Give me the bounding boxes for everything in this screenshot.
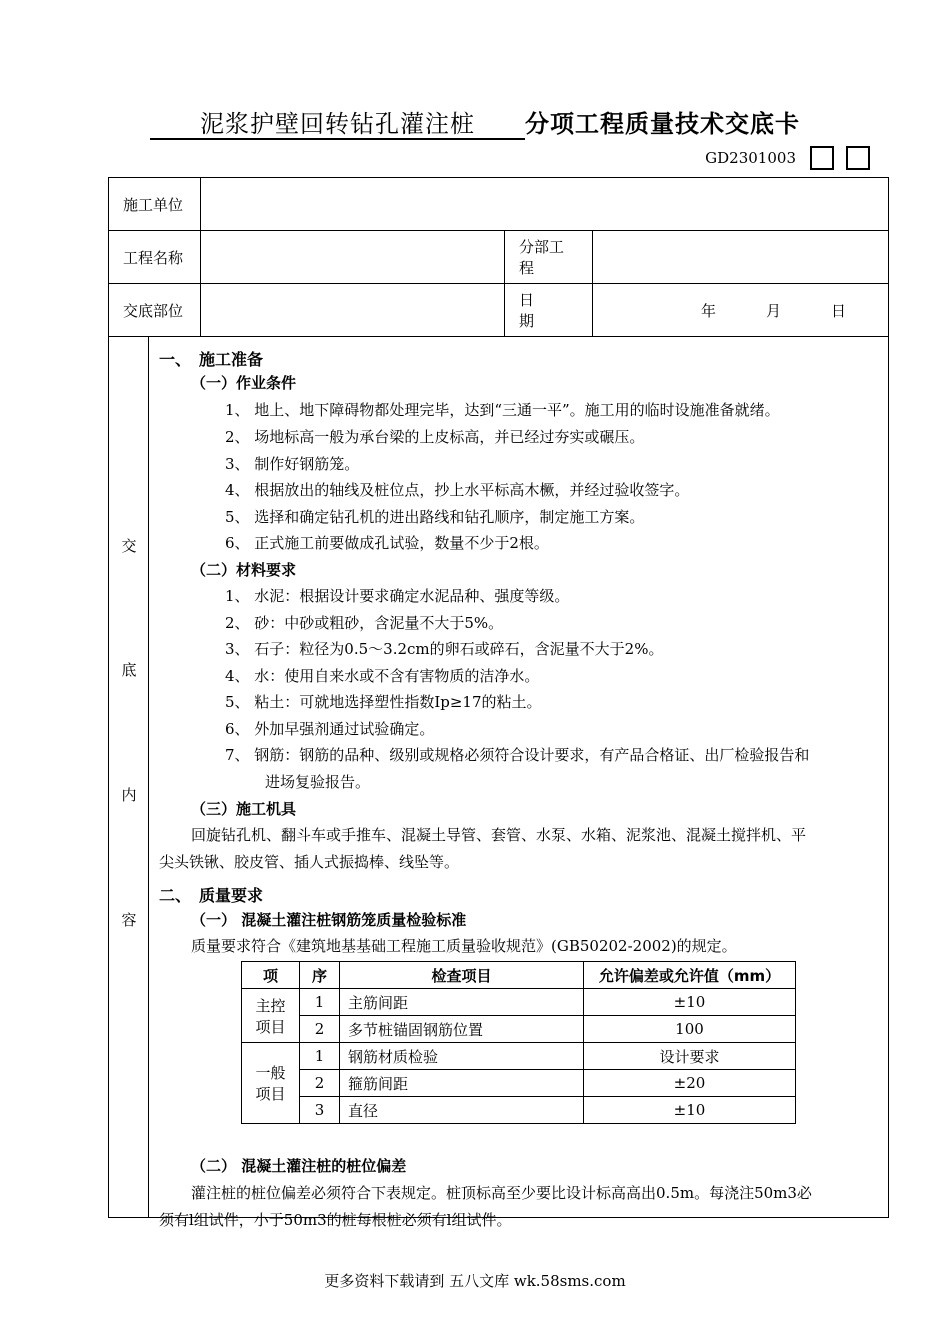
section-1-2-heading: （二）材料要求 (191, 561, 297, 579)
side-char: 交 (121, 537, 137, 555)
qc-value: ±20 (584, 1070, 796, 1097)
qc-header: 允许偏差或允许值（mm） (584, 962, 796, 989)
year-label: 年 (701, 301, 717, 320)
side-char: 内 (121, 786, 137, 804)
title-rest: 分项工程质量技术交底卡 (525, 110, 800, 138)
content-area (149, 337, 889, 1229)
project-name-label: 工程名称 (109, 231, 201, 284)
list-item: 4、 根据放出的轴线及桩位点，抄上水平标高木橛，并经过验收签字。 (225, 481, 690, 499)
footer-link[interactable]: 更多资料下载请到 五八文库 wk.58sms.com (324, 1272, 626, 1290)
tools-text: 回旋钻孔机、翻斗车或手推车、混凝土导管、套管、水泵、水箱、泥浆池、混凝土搅拌机、平 (191, 826, 807, 844)
date-field[interactable] (593, 284, 889, 337)
month-label: 月 (766, 301, 782, 320)
quality-check-table (241, 961, 796, 1124)
list-item-continued: 进场复验报告。 (265, 773, 371, 791)
section-1-1-heading: （一）作业条件 (191, 374, 297, 392)
sub-project-field[interactable] (593, 231, 889, 284)
section-2-2-text: 灌注桩的桩位偏差必须符合下表规定。桩顶标高至少要比设计标高高出0.5m。每浇注50m3必 (191, 1184, 812, 1202)
list-item: 1、 地上、地下障碍物都处理完毕，达到“三通一平”。施工用的临时设施准备就绪。 (225, 401, 780, 419)
section-2-heading: 二、 质量要求 (159, 886, 264, 905)
list-item: 5、 选择和确定钻孔机的进出路线和钻孔顺序，制定施工方案。 (225, 508, 645, 526)
page-title (0, 104, 950, 139)
qc-item: 直径 (340, 1097, 584, 1124)
qc-group-general: 一般 项目 (242, 1043, 300, 1124)
tools-text: 尖头铁锹、胶皮管、插人式振捣棒、线坠等。 (159, 853, 460, 871)
day-label: 日 (831, 301, 847, 320)
qc-header: 项 (242, 962, 300, 989)
doc-code-text: GD2301003 (705, 149, 796, 167)
list-item: 3、 石子：粒径为0.5～3.2cm的卵石或碎石，含泥量不大于2%。 (225, 640, 664, 658)
qc-value: ±10 (584, 1097, 796, 1124)
section-2-1-heading: （一） 混凝土灌注桩钢筋笼质量检验标准 (191, 911, 467, 929)
qc-item: 钢筋材质检验 (340, 1043, 584, 1070)
list-item: 6、 外加早强剂通过试验确定。 (225, 720, 435, 738)
qc-no: 2 (300, 1070, 340, 1097)
qc-no: 1 (300, 1043, 340, 1070)
construction-unit-field[interactable] (201, 178, 889, 231)
handover-form (108, 177, 889, 1229)
side-char: 容 (121, 911, 137, 929)
qc-item: 多节桩锚固钢筋位置 (340, 1016, 584, 1043)
checkbox-2[interactable] (846, 146, 870, 170)
date-label: 日 期 (505, 284, 593, 337)
qc-value: 100 (584, 1016, 796, 1043)
qc-header: 检查项目 (340, 962, 584, 989)
section-2-2-heading: （二） 混凝土灌注桩的桩位偏差 (191, 1157, 407, 1175)
qc-no: 2 (300, 1016, 340, 1043)
project-name-field[interactable] (201, 231, 505, 284)
list-item: 5、 粘土：可就地选择塑性指数Ip≥17的粘土。 (225, 693, 542, 711)
qc-item: 主筋间距 (340, 989, 584, 1016)
title-underlined: 泥浆护壁回转钻孔灌注桩 (200, 110, 475, 138)
list-item: 2、 场地标高一般为承台梁的上皮标高，并已经过夯实或碾压。 (225, 428, 645, 446)
sub-project-label: 分部工程 (505, 231, 593, 284)
section-2-2-text: 须有l组试件，小于50m3的桩每根桩必须有l组试件。 (159, 1211, 512, 1229)
list-item: 2、 砂：中砂或粗砂，含泥量不大于5%。 (225, 614, 504, 632)
handover-part-label: 交底部位 (109, 284, 201, 337)
side-label-column (109, 337, 149, 1218)
construction-unit-label: 施工单位 (109, 178, 201, 231)
qc-group-main: 主控 项目 (242, 989, 300, 1043)
qc-value: ±10 (584, 989, 796, 1016)
side-char: 底 (121, 661, 137, 679)
list-item: 3、 制作好钢筋笼。 (225, 455, 360, 473)
handover-part-field[interactable] (201, 284, 505, 337)
qc-no: 3 (300, 1097, 340, 1124)
list-item: 6、 正式施工前要做成孔试验，数量不少于2根。 (225, 534, 549, 552)
section-2-1-text: 质量要求符合《建筑地基基础工程施工质量验收规范》(GB50202-2002)的规定。 (191, 937, 737, 955)
list-item: 1、 水泥：根据设计要求确定水泥品种、强度等级。 (225, 587, 570, 605)
checkbox-1[interactable] (810, 146, 834, 170)
qc-value: 设计要求 (584, 1043, 796, 1070)
qc-no: 1 (300, 989, 340, 1016)
section-1-heading: 一、 施工准备 (159, 350, 264, 369)
list-item: 7、 钢筋：钢筋的品种、级别或规格必须符合设计要求，有产品合格证、出厂检验报告和 (225, 746, 810, 764)
qc-item: 箍筋间距 (340, 1070, 584, 1097)
section-1-3-heading: （三）施工机具 (191, 800, 297, 818)
qc-header: 序 (300, 962, 340, 989)
list-item: 4、 水：使用自来水或不含有害物质的洁净水。 (225, 667, 540, 685)
doc-code (705, 146, 870, 170)
